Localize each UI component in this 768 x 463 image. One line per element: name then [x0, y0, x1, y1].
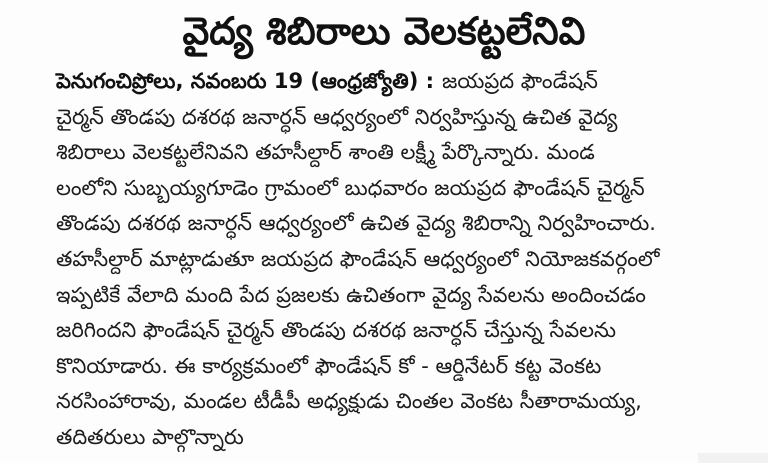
- article-headline: వైద్య శిబిరాలు వెలకట్టలేనివి: [182, 9, 586, 53]
- page-edge-shadow: [698, 453, 768, 463]
- article-line-1-text: జయప్రద ఫౌండేషన్: [442, 69, 598, 93]
- article-line-5: తొండపు దశరథ జనార్ధన్ ఆధ్వర్యంలో ఉచిత వైద్య శిబిరాన్ని నిర్వహించారు.: [56, 211, 656, 236]
- article-line-3: శిబిరాలు వెలకట్టలేనివని తహసీల్దార్ శాంతి లక్ష్మీ పేర్కొన్నారు. మండ: [56, 140, 595, 165]
- article-line-2: చైర్మన్ తొండపు దశరథ జనార్ధన్ ఆధ్వర్యంలో నిర్వహిస్తున్న ఉచిత వైద్య: [56, 104, 618, 129]
- article-line-4: లంలోని సుబ్బయ్యగూడెం గ్రామంలో బుధవారం జయప్రద ఫౌండేషన్ చైర్మన్: [56, 175, 645, 200]
- article-line-9: కొనియాడారు. ఈ కార్యక్రమంలో ఫౌండేషన్ కో - ఆర్డినేటర్ కట్ట వెంకట: [56, 353, 602, 378]
- article-line-1: [56, 64, 768, 100]
- article-line-6: తహసీల్దార్ మాట్లాడుతూ జయప్రద ఫౌండేషన్ ఆధ్వర్యంలో నియోజకవర్గంలో: [56, 246, 660, 271]
- article-line-7: ఇప్పటికే వేలాది మంది పేద ప్రజలకు ఉచితంగా వైద్య సేవలను అందించడం: [56, 282, 646, 307]
- article-line-11: తదితరులు పాల్గొన్నారు: [56, 424, 244, 449]
- article-dateline: పెనుగంచిప్రోలు, నవంబరు 19 (ఆంధ్రజ్యోతి) :: [56, 69, 434, 93]
- article-line-10: నరసింహారావు, మండల టీడీపీ అధ్యక్షుడు చింతల వెంకట సీతారామయ్య,: [56, 389, 642, 414]
- article-line-8: జరిగిందని ఫౌండేషన్ చైర్మన్ తొండపు దశరథ జనార్ధన్ చేస్తున్న సేవలను: [56, 318, 617, 343]
- article-body: [56, 64, 768, 456]
